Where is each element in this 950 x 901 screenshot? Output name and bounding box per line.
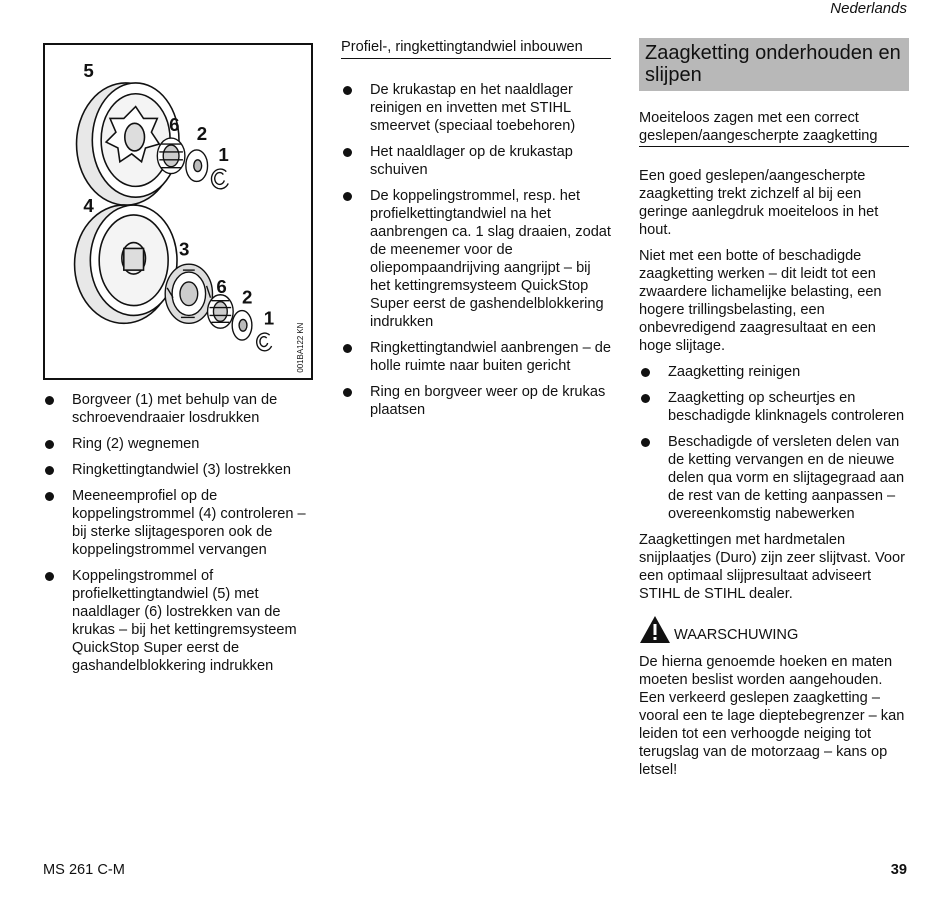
label-3: 3 <box>178 238 190 260</box>
label-5: 5 <box>83 60 94 82</box>
list-item: Ringkettingtandwiel aanbrengen – de holle ruimte naar buiten gericht <box>341 339 611 375</box>
e-clip-upper <box>211 169 228 189</box>
section-title-chain: Zaagketting onderhouden en slijpen <box>639 38 909 91</box>
label-4: 4 <box>83 194 94 216</box>
list-item: Beschadigde of versleten delen van de ketting vervangen en de nieuwe delen qua vorm en slijtagegraad aan de rest van de ketting aanpassen – overeenkomstig nabewerken <box>639 433 909 523</box>
language-label: Nederlands <box>830 0 907 17</box>
column-chain-maintenance <box>639 38 909 787</box>
list-item: De krukastap en het naaldlager reinigen en invetten met STIHL smeervet (speciaal toebehoren) <box>341 81 611 135</box>
list-item: Meeneemprofiel op de koppelingstrommel (4) controleren – bij sterke slijtagesporen ook de koppelingstrommel vervangen <box>43 487 313 559</box>
sprocket-illustration <box>43 43 313 380</box>
section-subheading-chain: Moeiteloos zagen met een correct geslepen/aangescherpte zaagketting <box>639 109 909 147</box>
list-item: Ring en borgveer weer op de krukas plaatsen <box>341 383 611 419</box>
paragraph: Zaagkettingen met hardmetalen snijplaatjes (Duro) zijn zeer slijtvast. Voor een optimaal slijpresultaat adviseert STIHL de STIHL dealer. <box>639 532 906 602</box>
label-6-lower: 6 <box>216 275 227 297</box>
list-item: Ring (2) wegnemen <box>43 435 313 453</box>
washer-lower <box>232 311 252 341</box>
label-2-upper: 2 <box>196 123 208 145</box>
column-installation <box>341 38 611 427</box>
model-name: MS 261 C-M <box>43 862 125 878</box>
e-clip-lower <box>257 333 272 351</box>
column-removal <box>43 391 313 683</box>
paragraph: Een goed geslepen/aangescherpte zaagketting trekt zichzelf al bij een geringe aanlegdruk moeiteloos in het hout. <box>639 168 879 238</box>
warning-triangle-icon <box>639 615 671 644</box>
list-item: Zaagketting op scheurtjes en beschadigde klinknagels controleren <box>639 389 909 425</box>
label-1-lower: 1 <box>263 307 275 329</box>
page-number: 39 <box>890 862 907 878</box>
list-item: Koppelingstrommel of profielkettingtandwiel (5) met naaldlager (6) lostrekken van de krukas – bij het kettingremsysteem QuickStop Super eerst de gashandelblokkering indrukken <box>43 567 313 675</box>
needle-cage-upper <box>157 138 185 173</box>
list-item: Ringkettingtandwiel (3) lostrekken <box>43 461 313 479</box>
list-item: Het naaldlager op de krukastap schuiven <box>341 143 611 179</box>
washer-upper <box>186 150 208 182</box>
warning-heading <box>639 615 909 644</box>
label-6-upper: 6 <box>169 114 180 136</box>
rim-sprocket <box>165 264 212 323</box>
label-1-upper: 1 <box>218 143 229 165</box>
label-2-lower: 2 <box>242 286 253 308</box>
section-heading-install: Profiel-, ringkettingtandwiel inbouwen <box>341 38 611 59</box>
list-item: De koppelingstrommel, resp. het profielkettingtandwiel na het aanbrengen ca. 1 slag draaien, zodat de meenemer voor de oliepompaandrijving aangrijpt – bij het kettingremsysteem QuickStop Super eerst de gashendelblokkering indrukken <box>341 187 611 331</box>
list-item: Zaagketting reinigen <box>639 363 909 381</box>
clutch-drum-lower <box>75 205 177 323</box>
figure-code: 001BA122 KN <box>296 322 306 373</box>
warning-text: De hierna genoemde hoeken en maten moeten beslist worden aangehouden. Een verkeerd geslepen zaagketting – vooral een te lage dieptebegrenzer – kan leiden tot een verhoogde neiging tot terugslag van de motorzaag – kans op letsel! <box>639 654 905 778</box>
list-item: Borgveer (1) met behulp van de schroevendraaier losdrukken <box>43 391 313 427</box>
warning-label: WAARSCHUWING <box>674 627 799 643</box>
needle-cage-lower <box>208 295 234 328</box>
paragraph: Niet met een botte of beschadigde zaagketting werken – dit leidt tot een zwaardere lichamelijke belasting, een hogere trillingsbelasting, een onbevredigend zaagresultaat en een hoge slijtage. <box>639 248 882 354</box>
